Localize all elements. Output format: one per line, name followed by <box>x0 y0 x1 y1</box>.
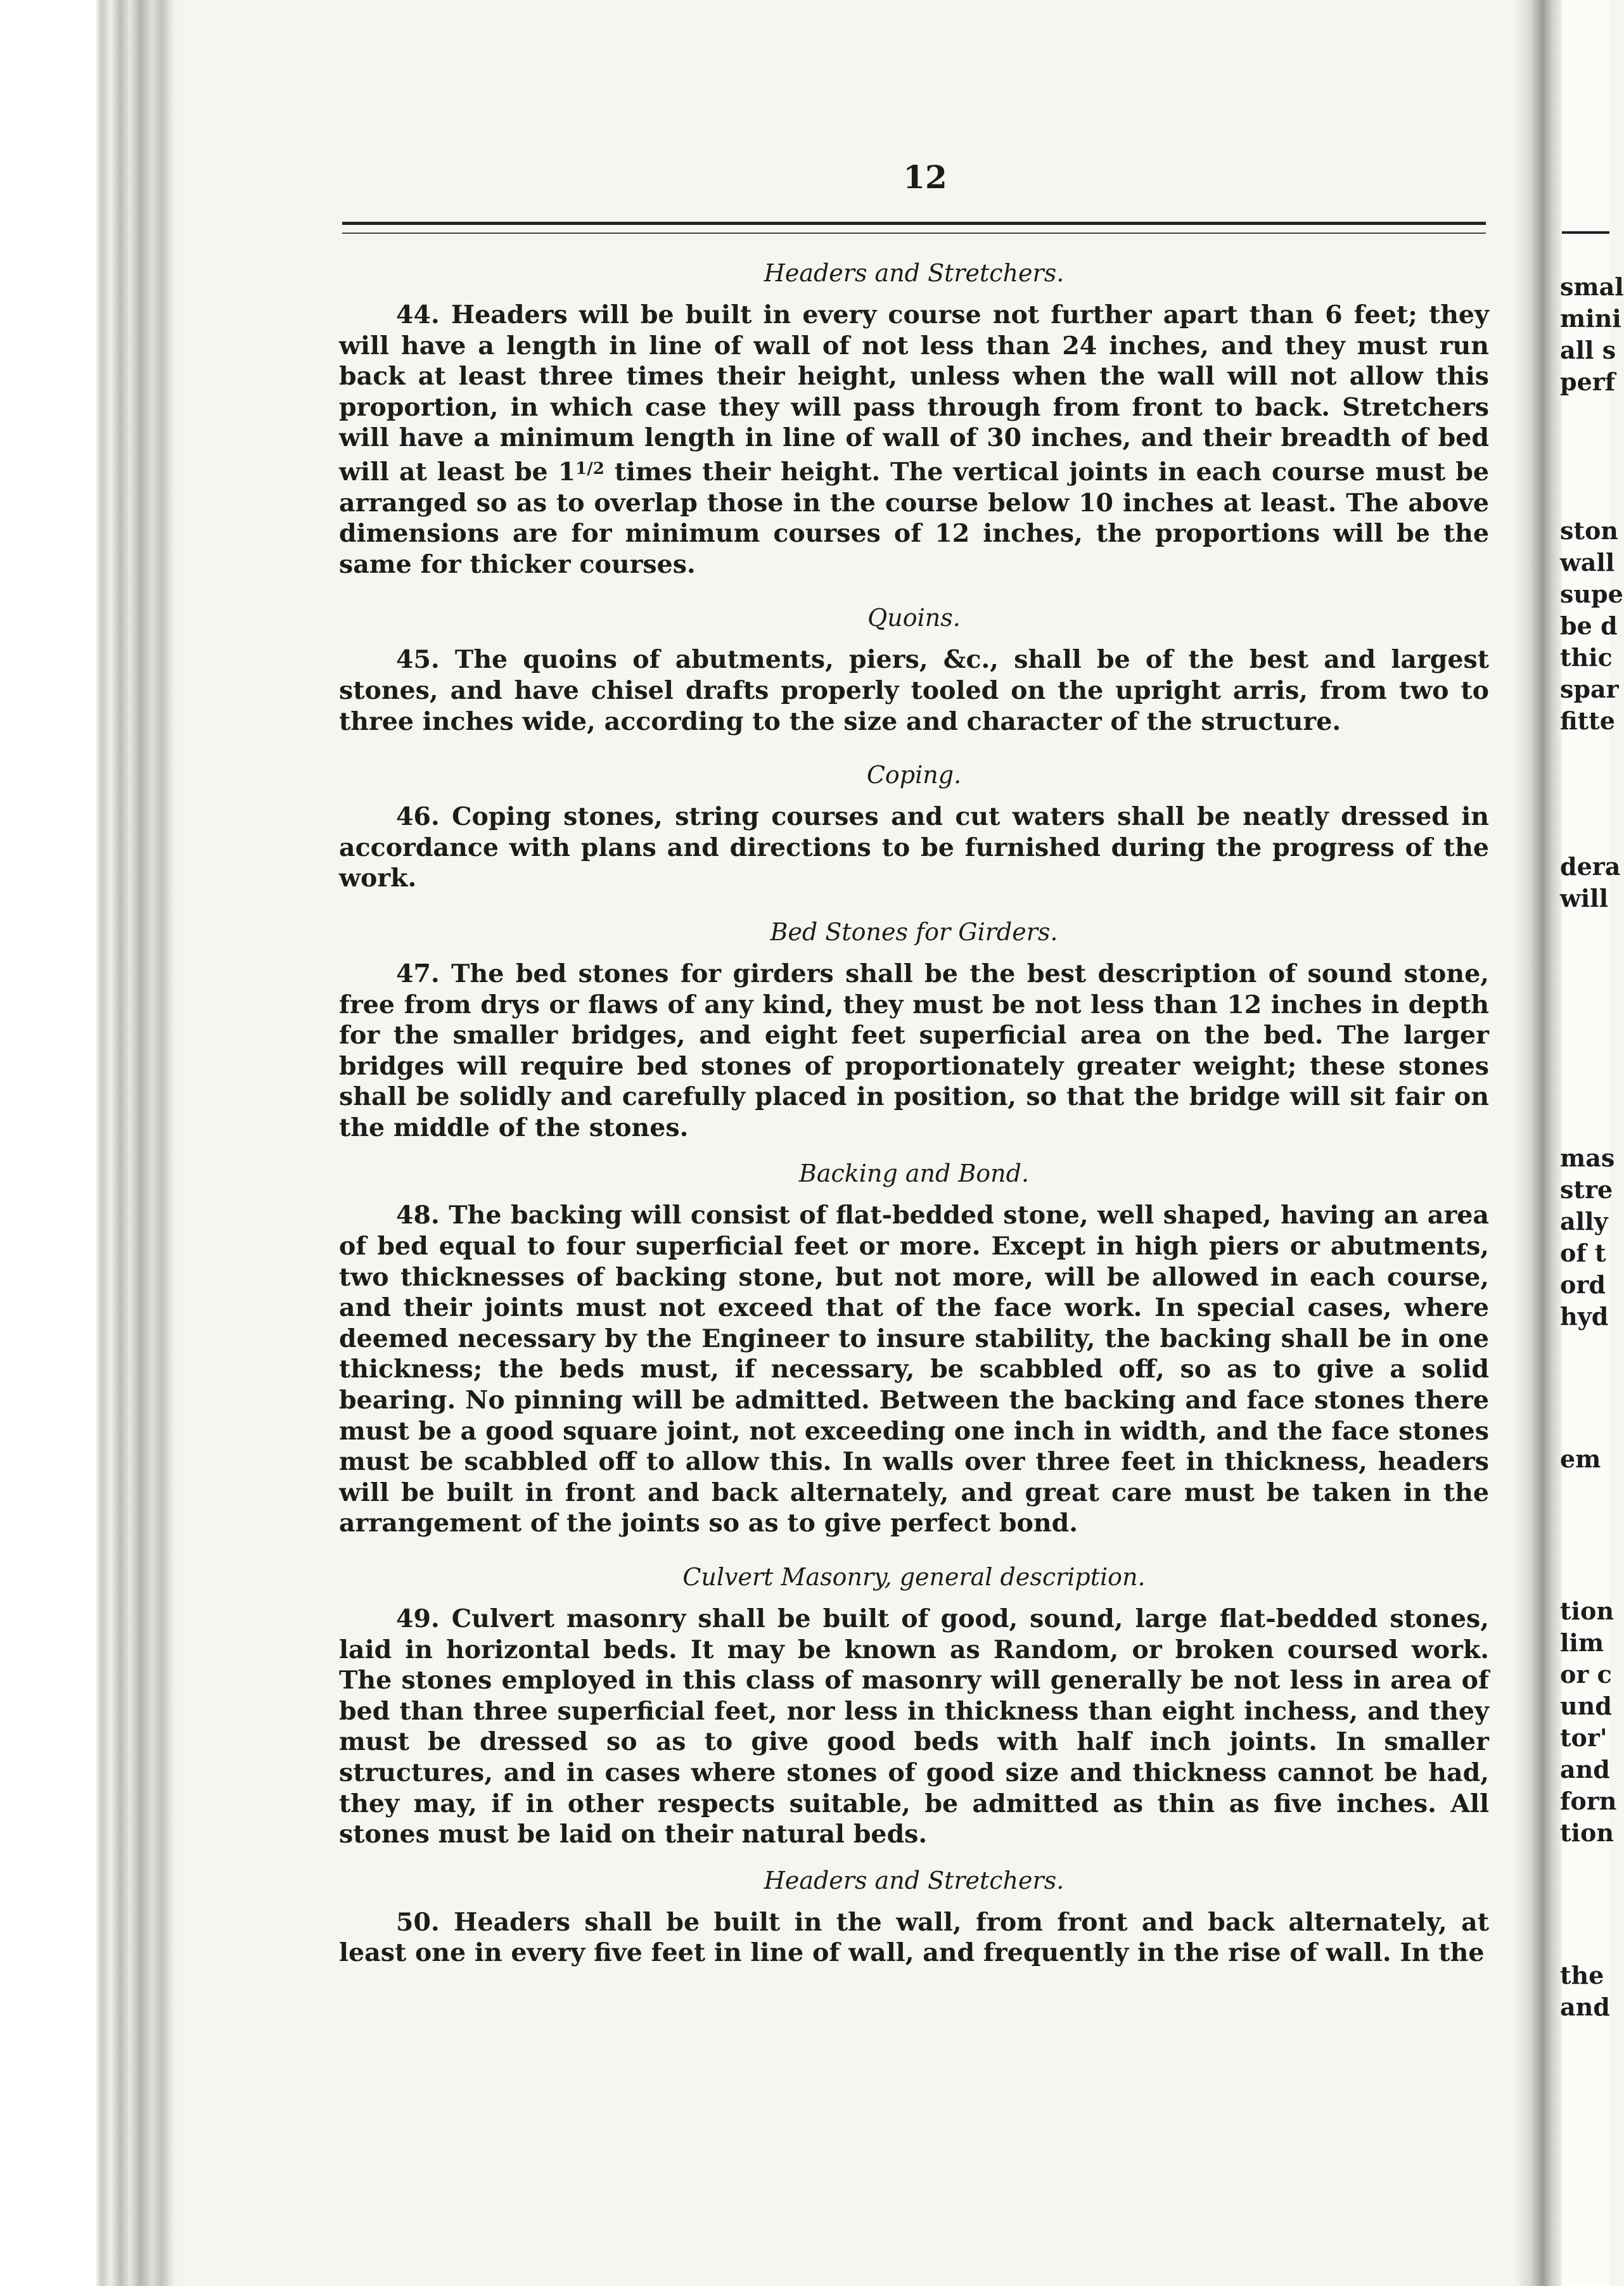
section-heading: Headers and Stretchers. <box>764 1866 1065 1894</box>
header-rule <box>342 222 1486 234</box>
facing-page-fragment: fitte <box>1560 706 1615 735</box>
section-heading: Coping. <box>866 761 962 789</box>
facing-page-fragment: mas <box>1560 1144 1615 1172</box>
page-body <box>339 250 1489 1969</box>
paragraph-47: 47. The bed stones for girders shall be the best description of sound stone, free from drys or flaws of any kind, they must be not less than 12 inches in depth for the smaller bridges, and eight feet superficial area on the bed. The larger bridges will require bed stones of proportionately greater weight; these stones shall be solidly and carefully placed in position, so that the bridge will sit fair on the middle of the stones. <box>339 959 1489 1142</box>
paragraph-50: 50. Headers shall be built in the wall, from front and back alternately, at least one in every five feet in line of wall, and frequently in the rise of wall. In the <box>339 1907 1489 1968</box>
book-page-edges <box>0 0 190 2286</box>
facing-page-fragment: mini <box>1560 304 1621 333</box>
facing-page-fragment: of t <box>1560 1239 1606 1267</box>
facing-page-fragment: perf <box>1560 367 1616 396</box>
paragraph-44 <box>339 300 1489 580</box>
facing-page-fragment: smal <box>1560 272 1624 301</box>
facing-page-fragment: und <box>1560 1692 1612 1720</box>
facing-page-fragment: supe <box>1560 580 1623 608</box>
facing-page-rule <box>1562 231 1609 238</box>
facing-page-fragment: ally <box>1560 1207 1608 1236</box>
paragraph-46: 46. Coping stones, string courses and cut waters shall be neatly dressed in accordance with plans and directions to be furnished during the progress of the work. <box>339 802 1489 893</box>
facing-page-fragment: all s <box>1560 336 1616 364</box>
paragraph-44-text: 44. Headers will be built in every course not further apart than 6 feet; they will have a length in line of wall of not less than 24 inches, and they must run back at least three times their height, unless when the wall will not allow this proportion, in which case they will pass through from front to back. Stretchers will have a minimum length in line of wall of 30 inches, and their breadth of bed will at least be 1 <box>339 300 1489 487</box>
facing-page-fragment: thic <box>1560 643 1613 672</box>
facing-page-fragment: and <box>1560 1993 1610 2021</box>
facing-page-fragment: ord <box>1560 1270 1606 1299</box>
facing-page-fragment: be d <box>1560 611 1618 640</box>
fraction: 1/2 <box>575 459 604 478</box>
facing-page-fragment: forn <box>1560 1787 1617 1815</box>
paragraph-44-text-after: times their height. The vertical joints in each course must be arranged so as to overlap those in the course below 10 inches at least. The above dimensions are for minimum courses of 12 inches, the proportions will be the same for thicker courses. <box>339 457 1489 579</box>
facing-page-fragment: will <box>1560 884 1609 912</box>
facing-page-fragment: the <box>1560 1961 1604 1989</box>
book-gutter <box>1514 0 1562 2286</box>
page-number: 12 <box>903 158 947 196</box>
paragraph-45: 45. The quoins of abutments, piers, &c., shall be of the best and largest stones, and have chisel drafts properly tooled on the upright arris, from two to three inches wide, according to the size and character of the structure. <box>339 645 1489 736</box>
facing-page-fragment: tion <box>1560 1597 1614 1625</box>
facing-page-fragment: lim <box>1560 1628 1604 1657</box>
section-heading: Culvert Masonry, general description. <box>682 1563 1146 1591</box>
facing-page-fragment: tion <box>1560 1818 1614 1847</box>
section-heading: Headers and Stretchers. <box>764 259 1065 287</box>
facing-page-fragment: and <box>1560 1755 1610 1784</box>
facing-page-fragment: spar <box>1560 675 1619 703</box>
section-heading: Backing and Bond. <box>798 1159 1030 1188</box>
facing-page-fragment: em <box>1560 1445 1601 1473</box>
facing-page-fragment: tor' <box>1560 1723 1608 1752</box>
facing-page-fragment: hyd <box>1560 1302 1609 1331</box>
facing-page-fragment: dera <box>1560 852 1621 881</box>
facing-page-fragment: stre <box>1560 1175 1613 1204</box>
facing-page-fragment: or c <box>1560 1660 1612 1689</box>
section-heading: Bed Stones for Girders. <box>770 917 1058 946</box>
section-heading: Quoins. <box>867 604 961 632</box>
facing-page-fragment: ston <box>1560 516 1618 545</box>
paragraph-49: 49. Culvert masonry shall be built of good, sound, large flat-bedded stones, laid in horizontal beds. It may be known as Random, or broken coursed work. The stones employed in this class of masonry will generally be not less in area of bed than three superficial feet, nor less in thickness than eight inchess, and they must be dressed so as to give good beds with half inch joints. In smaller structures, and in cases where stones of good size and thickness cannot be had, they may, if in other respects suitable, be admitted as thin as five inches. All stones must be laid on their natural beds. <box>339 1604 1489 1849</box>
facing-page-fragment: wall <box>1560 548 1615 577</box>
paragraph-48: 48. The backing will consist of flat-bedded stone, well shaped, having an area of bed equal to four superficial feet or more. Except in high piers or abutments, two thicknesses of backing stone, but not more, will be allowed in each course, and their joints must not exceed that of the face work. In special cases, where deemed necessary by the Engineer to insure stability, the backing shall be in one thickness; the beds must, if necessary, be scabbled off, so as to give a solid bearing. No pinning will be admitted. Between the backing and face stones there must be a good square joint, not exceeding one inch in width, and the face stones must be scabbled off to allow this. In walls over three feet in thickness, headers will be built in front and back alternately, and great care must be taken in the arrangement of the joints so as to give perfect bond. <box>339 1201 1489 1538</box>
